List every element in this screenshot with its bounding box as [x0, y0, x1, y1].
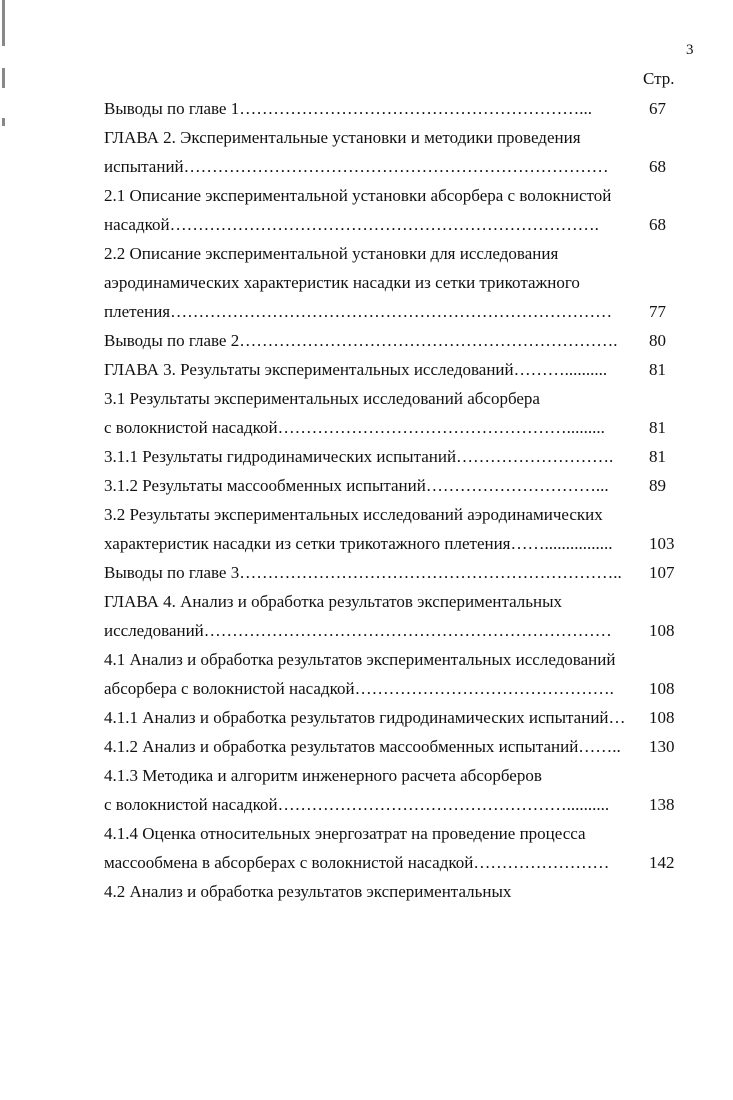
toc-entry-text: Выводы по главе 2…………………………………………………………. — [104, 331, 618, 350]
toc-entry-page: 142 — [649, 853, 675, 872]
scan-artifact — [2, 118, 5, 126]
toc-entry-text: 4.1.4 Оценка относительных энергозатрат на проведение процесса — [104, 824, 586, 843]
toc-entry — [104, 182, 678, 211]
toc-entry — [104, 704, 678, 733]
toc-entry-page: 89 — [649, 476, 666, 495]
toc-entry-page: 107 — [649, 563, 675, 582]
toc-entry-text: 4.1.3 Методика и алгоритм инженерного расчета абсорберов — [104, 766, 542, 785]
toc-entry-page: 138 — [649, 795, 675, 814]
toc-entry — [104, 675, 678, 704]
toc-entry-text: плетения…………………………………………………………………… — [104, 302, 613, 321]
toc-entry-text: 3.1 Результаты экспериментальных исследований абсорбера — [104, 389, 540, 408]
toc-entry — [104, 646, 678, 675]
toc-entry-page: 80 — [649, 331, 666, 350]
toc-entry — [104, 617, 678, 646]
toc-entry — [104, 588, 678, 617]
toc-entry-page: 108 — [649, 621, 675, 640]
toc-entry-page: 130 — [649, 737, 675, 756]
toc-entry — [104, 211, 678, 240]
toc-entry — [104, 153, 678, 182]
page-number: 3 — [686, 42, 694, 58]
page-column-header: Стр. — [643, 69, 675, 88]
toc-entry — [104, 327, 678, 356]
toc-entry-page: 108 — [649, 708, 675, 727]
toc-entry — [104, 878, 678, 907]
table-of-contents — [104, 95, 678, 907]
toc-entry-page: 77 — [649, 302, 666, 321]
toc-entry-text: характеристик насадки из сетки трикотажного плетения……................ — [104, 534, 613, 553]
toc-entry-text: ГЛАВА 4. Анализ и обработка результатов экспериментальных — [104, 592, 563, 611]
toc-entry — [104, 269, 678, 298]
toc-entry-text: Выводы по главе 1……………………………………………………... — [104, 99, 592, 118]
scan-artifact — [2, 0, 5, 46]
toc-entry — [104, 530, 678, 559]
toc-entry — [104, 356, 678, 385]
toc-entry — [104, 733, 678, 762]
toc-entry — [104, 95, 678, 124]
toc-entry-text: аэродинамических характеристик насадки из сетки трикотажного — [104, 273, 580, 292]
toc-entry-text: Выводы по главе 3………………………………………………………….. — [104, 563, 622, 582]
toc-entry-page: 108 — [649, 679, 675, 698]
toc-entry-page: 81 — [649, 360, 666, 379]
toc-entry-text: испытаний………………………………………………………………… — [104, 157, 609, 176]
toc-entry — [104, 414, 678, 443]
toc-entry — [104, 791, 678, 820]
toc-entry — [104, 124, 678, 153]
toc-entry-page: 67 — [649, 99, 666, 118]
toc-entry — [104, 298, 678, 327]
toc-entry-text: ГЛАВА 2. Экспериментальные установки и методики проведения — [104, 128, 581, 147]
toc-entry-text: 3.1.2 Результаты массообменных испытаний…………………………... — [104, 476, 609, 495]
toc-entry-page: 81 — [649, 418, 666, 437]
toc-entry-text: массообмена в абсорберах с волокнистой насадкой…………………… — [104, 853, 610, 872]
toc-entry-page: 81 — [649, 447, 666, 466]
toc-entry-text: 3.2 Результаты экспериментальных исследований аэродинамических — [104, 505, 603, 524]
toc-entry-text: 4.1.1 Анализ и обработка результатов гидродинамических испытаний… — [104, 708, 626, 727]
toc-entry — [104, 443, 678, 472]
toc-entry-text: 4.1.2 Анализ и обработка результатов массообменных испытаний…….. — [104, 737, 621, 756]
toc-entry-text: 4.1 Анализ и обработка результатов экспериментальных исследований — [104, 650, 616, 669]
toc-entry-text: 2.1 Описание экспериментальной установки абсорбера с волокнистой — [104, 186, 612, 205]
toc-entry-page: 68 — [649, 157, 666, 176]
toc-entry-text: 4.2 Анализ и обработка результатов экспериментальных — [104, 882, 512, 901]
toc-entry-text: 2.2 Описание экспериментальной установки для исследования — [104, 244, 559, 263]
toc-entry — [104, 559, 678, 588]
toc-entry-text: исследований……………………………………………………………… — [104, 621, 612, 640]
toc-entry-page: 68 — [649, 215, 666, 234]
toc-entry — [104, 501, 678, 530]
toc-entry — [104, 240, 678, 269]
toc-entry-text: с волокнистой насадкой……………………………………………......... — [104, 418, 605, 437]
toc-entry-text: ГЛАВА 3. Результаты экспериментальных исследований……….......... — [104, 360, 608, 379]
toc-entry-text: абсорбера с волокнистой насадкой………………………………………. — [104, 679, 614, 698]
toc-entry-page: 103 — [649, 534, 675, 553]
scan-artifact — [2, 68, 5, 88]
toc-entry — [104, 849, 678, 878]
toc-entry-text: насадкой…………………………………………………………………. — [104, 215, 599, 234]
toc-entry-text: 3.1.1 Результаты гидродинамических испытаний………………………. — [104, 447, 614, 466]
toc-entry — [104, 472, 678, 501]
toc-entry-text: с волокнистой насадкой…………………………………………….......... — [104, 795, 610, 814]
toc-entry — [104, 762, 678, 791]
toc-entry — [104, 820, 678, 849]
toc-entry — [104, 385, 678, 414]
